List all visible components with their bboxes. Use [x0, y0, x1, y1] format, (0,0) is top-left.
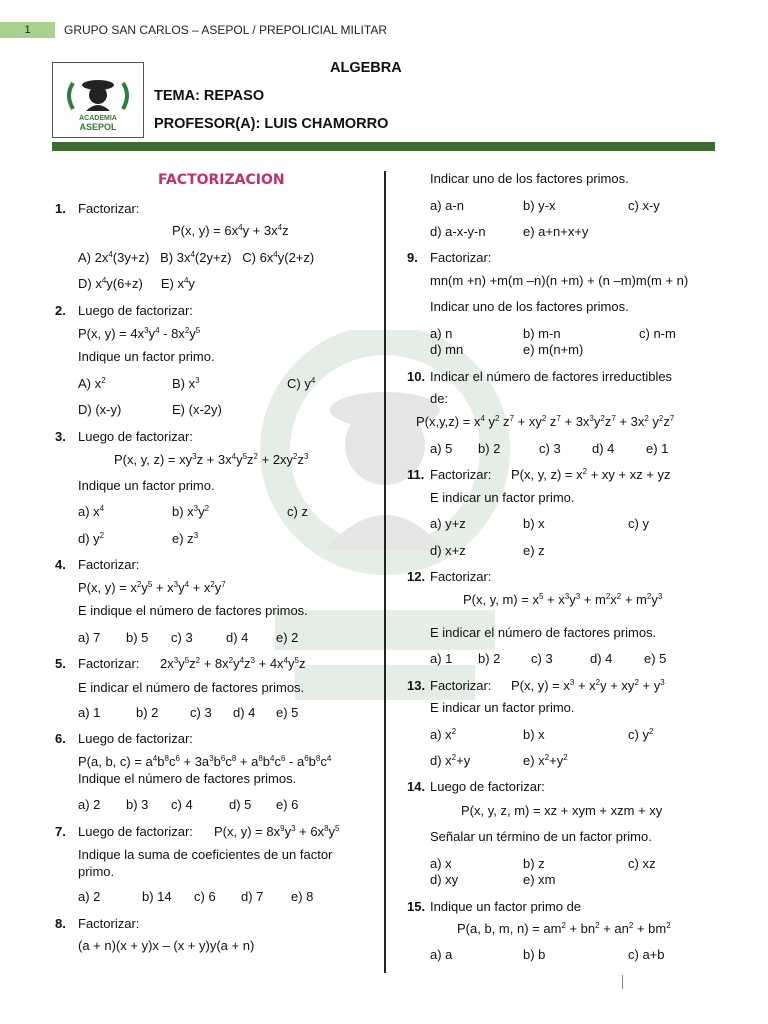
option: b) $x^3y^2$ — [172, 504, 210, 519]
running-header: GRUPO SAN CARLOS – ASEPOL / PREPOLICIAL MILITAR — [64, 23, 387, 37]
option: e) a+n+x+y — [523, 224, 589, 239]
option: d) 5 — [229, 797, 252, 812]
problem-expression: $2x^3y^5z^2 + 8x^2y^4z^3 + 4x^4y^5z$ — [160, 656, 306, 671]
page-number: 1 — [0, 22, 55, 38]
option: e) xm — [523, 872, 556, 887]
problem-expression: P(x, y, $m) = x^5 + x^3y^3 + m^2x^2 + m^2y^3$ — [463, 592, 663, 607]
option: e) 5 — [276, 705, 299, 720]
option: c) 3 — [190, 705, 212, 720]
problem-question: E indicar un factor primo. — [430, 490, 575, 505]
option: c) 3 — [171, 630, 193, 645]
option: b) b — [523, 947, 546, 962]
problem-prompt: Factorizar: — [78, 916, 140, 931]
problem-expression: (a + n)(x + y)x – (x + y)y(a + n) — [78, 938, 255, 953]
option: e) $x^2+y^2$ — [523, 753, 568, 768]
problem-number: 12. — [407, 569, 426, 584]
problem-prompt: Indicar el número de factores irreductibles — [430, 369, 673, 384]
problem-prompt: Factorizar: — [430, 250, 492, 265]
problem-question: Indique el número de factores primos. — [78, 771, 297, 786]
column-divider — [384, 171, 386, 973]
option: a) 1 — [78, 705, 101, 720]
problem-prompt: Factorizar: — [430, 467, 492, 482]
option: E) (x-2y) — [172, 402, 222, 417]
problem-number: 13. — [407, 678, 426, 693]
option: b) y-x — [523, 198, 556, 213]
option: e) 8 — [291, 889, 314, 904]
problem-question: E indicar un factor primo. — [430, 700, 575, 715]
option: C) $y^4$ — [287, 376, 316, 391]
problem-number: 6. — [55, 731, 66, 746]
section-title: FACTORIZACION — [158, 172, 285, 188]
option: e) 5 — [644, 651, 667, 666]
option: b) 14 — [142, 889, 172, 904]
problem-question: Indicar uno de los factores primos. — [430, 299, 629, 314]
problem-question: E indique el número de factores primos. — [78, 603, 308, 618]
option: a) 1 — [430, 651, 453, 666]
problem-number: 2. — [55, 303, 66, 318]
option: b) m-n — [523, 326, 561, 341]
option: b) 2 — [478, 651, 501, 666]
option: a) a — [430, 947, 453, 962]
option: c) a+b — [628, 947, 665, 962]
problem-question: Indicar uno de los factores primos. — [430, 171, 629, 186]
subject-title: ALGEBRA — [330, 60, 402, 76]
option: d) x+z — [430, 543, 466, 558]
problem-number: 3. — [55, 429, 66, 444]
problem-prompt: Luego de factorizar: — [78, 731, 193, 746]
problem-question: primo. — [78, 864, 115, 879]
problem-prompt: Luego de factorizar: — [430, 779, 545, 794]
problem-options: D) $x^4y(6+z)$ E) $x^4y$ — [78, 276, 195, 291]
option: d) mn — [430, 342, 464, 357]
option: a) 2 — [78, 797, 101, 812]
academy-logo — [52, 62, 144, 138]
problem-number: 15. — [407, 899, 426, 914]
option: d) 4 — [592, 441, 615, 456]
svg-text:ASEPOL: ASEPOL — [79, 122, 117, 132]
problem-prompt: Luego de factorizar: — [78, 429, 193, 444]
problem-number: 7. — [55, 824, 66, 839]
problem-question: Señalar un término de un factor primo. — [430, 829, 652, 844]
option: d) xy — [430, 872, 459, 887]
option: b) 5 — [126, 630, 149, 645]
option: d) a-x-y-n — [430, 224, 486, 239]
svg-text:ACADEMIA: ACADEMIA — [79, 115, 117, 122]
option: b) 3 — [126, 797, 149, 812]
option: c) y — [628, 516, 649, 531]
option: e) 2 — [276, 630, 299, 645]
problem-expression: P(x, $y) = x^2y^5 + x^3y^4 + x^2y^7$ — [78, 580, 226, 595]
header-divider-bar — [52, 142, 715, 151]
option: c) $y^2$ — [628, 727, 654, 742]
option: b) x — [523, 516, 545, 531]
problem-expression: $P(x,y,z) = x^4$ $y^2$ $z^7 + xy^2$ $z^7 + 3x^3y^2z^7 + 3x^2$ $y^2z^7$ — [416, 414, 675, 429]
option: a) $x^4$ — [78, 504, 105, 519]
problem-number: 9. — [407, 250, 418, 265]
problem-prompt: Luego de factorizar: — [78, 824, 193, 839]
option: a) 7 — [78, 630, 101, 645]
option: c) xz — [628, 856, 656, 871]
problem-question: Indique un factor primo. — [78, 349, 215, 364]
option: a) x — [430, 856, 452, 871]
problem-prompt: Factorizar: — [430, 678, 492, 693]
option: b) z — [523, 856, 545, 871]
option: e) m(n+m) — [523, 342, 584, 357]
problem-number: 11. — [407, 467, 425, 482]
problem-prompt: Factorizar: — [430, 569, 492, 584]
teacher-name: PROFESOR(A): LUIS CHAMORRO — [154, 116, 389, 132]
problem-expression: mn(m +n) +m(m –n)(n +m) + (n –m)m(m + n) — [430, 273, 689, 288]
option: B) $x^3$ — [172, 376, 200, 391]
problem-question: E indicar el número de factores primos. — [78, 680, 305, 695]
option: a) a-n — [430, 198, 464, 213]
option: d) $x^2+y$ — [430, 753, 471, 768]
option: a) 5 — [430, 441, 453, 456]
problem-expression: P(x, y, z, m) = xz + xym + xzm + xy — [461, 803, 663, 818]
problem-question: E indicar el número de factores primos. — [430, 625, 657, 640]
topic-title: TEMA: REPASO — [154, 88, 265, 104]
problem-question: Indique un factor primo. — [78, 478, 215, 493]
option: D) (x-y) — [78, 402, 122, 417]
option: e) $z^3$ — [172, 531, 199, 546]
option: e) z — [523, 543, 545, 558]
problem-expression: P(x, $y) = 4x^3y^4 - 8x^2y^5$ — [78, 326, 201, 341]
logo-emblem-icon — [53, 63, 143, 137]
problem-prompt: Factorizar: — [78, 656, 140, 671]
option: e) 1 — [646, 441, 669, 456]
option: e) 6 — [276, 797, 299, 812]
option: c) n-m — [639, 326, 676, 341]
option: c) x-y — [628, 198, 660, 213]
option: c) z — [287, 504, 308, 519]
option: d) 7 — [241, 889, 264, 904]
option: c) 3 — [539, 441, 561, 456]
problem-number: 1. — [55, 201, 66, 216]
problem-question: Indique la suma de coeficientes de un factor — [78, 847, 333, 862]
option: b) 2 — [136, 705, 159, 720]
option: c) 3 — [531, 651, 553, 666]
page-footer-mark — [622, 975, 623, 989]
option: a) y+z — [430, 516, 466, 531]
option: a) 2 — [78, 889, 101, 904]
problem-expression: P(x, y, $z) = xy^3z + 3x^4y^5z^2 + 2xy^2z^3$ — [114, 452, 309, 467]
problem-number: 5. — [55, 656, 66, 671]
option: d) 4 — [590, 651, 613, 666]
option: b) x — [523, 727, 545, 742]
problem-options: A) $2x^4(3y+z)$ B) $3x^4(2y+z)$ C) $6x^4y(2+z)$ — [78, 250, 315, 265]
problem-prompt: de: — [430, 391, 449, 406]
option: d) 4 — [226, 630, 249, 645]
problem-prompt: Indique un factor primo de — [430, 899, 582, 914]
problem-number: 10. — [407, 369, 426, 384]
problem-expression: P(x, $y) = 8x^9y^3 + 6x^8y^5$ — [214, 824, 340, 839]
problem-prompt: Luego de factorizar: — [78, 303, 193, 318]
option: c) 6 — [194, 889, 216, 904]
option: d) 4 — [233, 705, 256, 720]
problem-prompt: Factorizar: — [78, 201, 140, 216]
problem-number: 14. — [407, 779, 426, 794]
problem-expression: P(a, b, $c) = a^4b^8c^6 + 3a^3b^6c^8 + a^8b^4c^6 - a^6b^8c^4$ — [78, 754, 332, 769]
problem-expression: P(x, y, $z) = x^2$ + xy + xz + yz — [511, 467, 671, 482]
option: c) 4 — [171, 797, 193, 812]
problem-expression: P(a, b, m, $n) = am^2 + bn^2 + an^2 + bm^2$ — [457, 921, 671, 936]
problem-expression: P(x, $y) = x^3 + x^2y + xy^2 + y^3$ — [511, 678, 665, 693]
option: a) n — [430, 326, 453, 341]
problem-prompt: Factorizar: — [78, 557, 140, 572]
option: d) $y^2$ — [78, 531, 105, 546]
problem-number: 8. — [55, 916, 66, 931]
problem-number: 4. — [55, 557, 66, 572]
option: b) 2 — [478, 441, 501, 456]
problem-expression: P(x, $y) = 6x^4y + 3x^4z$ — [172, 223, 289, 238]
option: A) $x^2$ — [78, 376, 106, 391]
option: a) $x^2$ — [430, 727, 457, 742]
